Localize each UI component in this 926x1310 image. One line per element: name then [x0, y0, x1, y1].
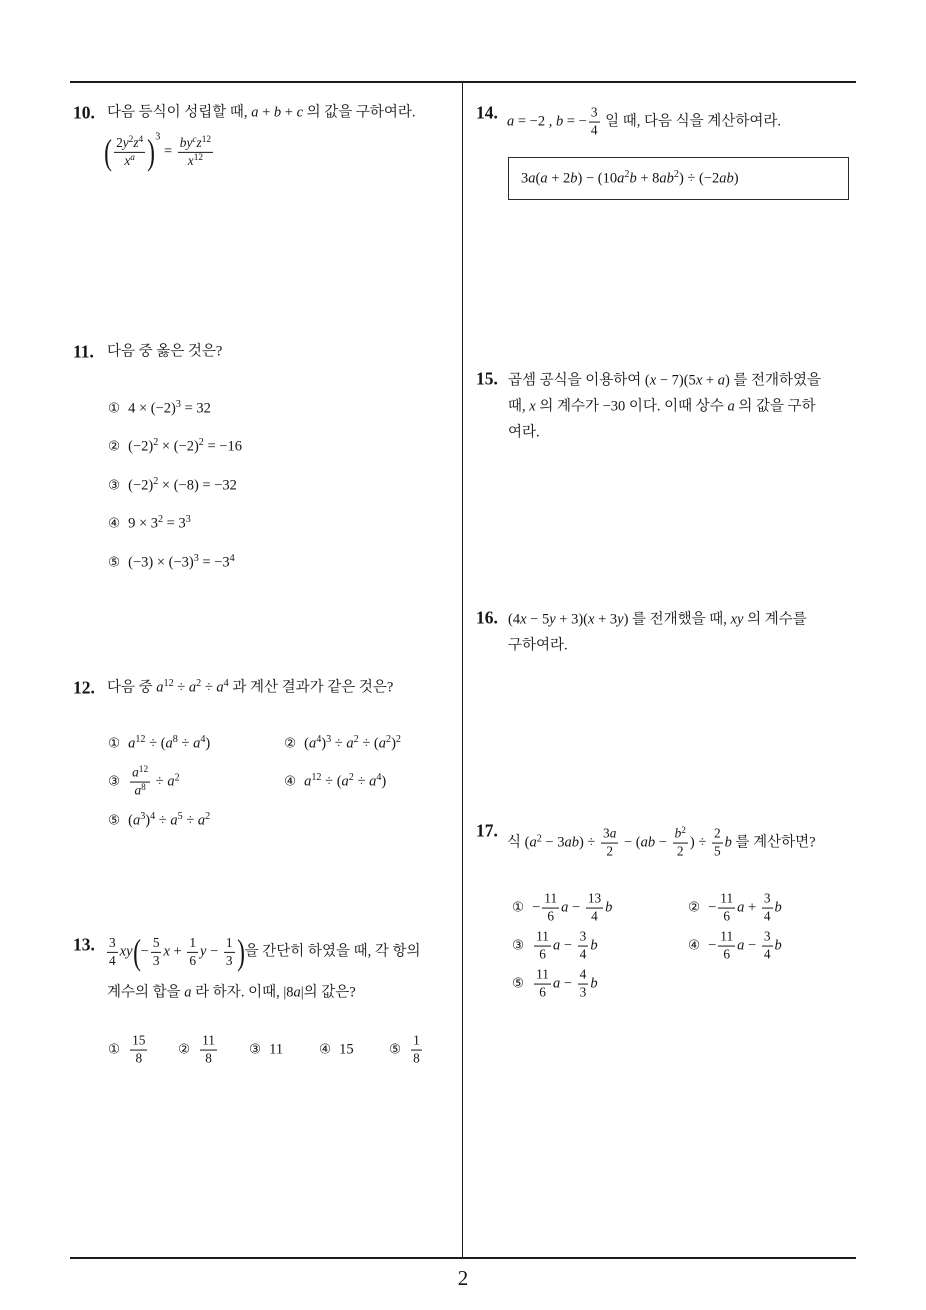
- fraction-numerator: 1: [224, 936, 235, 953]
- fraction: [107, 936, 118, 969]
- superscript: 4: [223, 678, 229, 690]
- choice-marker: ②: [178, 1041, 191, 1058]
- math-variable: z: [133, 134, 139, 150]
- fraction: [151, 936, 162, 969]
- superscript: 4: [229, 553, 235, 565]
- math-variable: a: [293, 984, 301, 1001]
- math-variable: x: [529, 398, 536, 415]
- superscript: 2: [128, 134, 134, 145]
- fraction: [542, 892, 559, 925]
- answer-choice-5: [108, 554, 235, 571]
- superscript: 4: [150, 811, 156, 823]
- math-variable: a: [552, 975, 561, 992]
- math-variable: xy: [119, 943, 133, 960]
- question-prompt: $\frac{3}{4}$ xy(− $\frac{5}{3}$ x + $\frac{1}{6}$ y − $\frac{1}{3}$ )을 간단히 하였을 때, 각 항의: [109, 931, 421, 972]
- choice-marker: ④: [688, 937, 701, 954]
- math-variable: xy: [730, 611, 744, 628]
- math-variable: y: [200, 943, 207, 960]
- math-variable: a: [132, 764, 139, 780]
- answer-choice-2: [108, 438, 242, 455]
- math-variable: a: [717, 372, 725, 389]
- superscript: 12: [163, 678, 174, 690]
- fraction-denominator: 6: [539, 984, 546, 1000]
- fraction: [586, 892, 603, 925]
- superscript: 3: [155, 131, 161, 143]
- fraction-numerator: 3: [589, 106, 600, 123]
- math-variable: a: [507, 113, 515, 130]
- math-variable: a: [193, 735, 201, 752]
- answer-choice-2: [688, 892, 782, 925]
- superscript: 4: [138, 134, 144, 145]
- fraction: [534, 930, 551, 963]
- choice-expression: $(a^3)^4 \div a^5 \div a^2$: [128, 811, 211, 829]
- math-variable: a: [156, 679, 164, 696]
- math-variable: b: [570, 170, 578, 187]
- choice-marker: ⑤: [108, 554, 121, 571]
- math-variable: y: [549, 611, 556, 628]
- fraction: [589, 106, 600, 139]
- question-number: 16.: [476, 607, 498, 628]
- fraction-numerator: 3: [762, 892, 773, 909]
- answer-choice-3: [512, 930, 598, 963]
- fraction-numerator: 3: [762, 930, 773, 947]
- fraction-denominator: 4: [763, 946, 771, 962]
- choice-expression: $a^{12} \div (a^8 \div a^4)$: [128, 734, 211, 752]
- math-variable: x: [520, 611, 527, 628]
- choice-expression: $9 \times 3^2 = 3^3$: [128, 514, 191, 532]
- choice-expression: $(-2)^2 \times (-8) = -32$: [128, 476, 237, 494]
- math-variable: a: [170, 812, 178, 829]
- choice-expression: $\frac{11}{6}$ a − $\frac{4}{3}$ b: [536, 966, 598, 1000]
- math-variable: x: [695, 372, 703, 389]
- fraction-numerator: 3: [107, 936, 118, 953]
- superscript: 2: [348, 772, 354, 784]
- choice-expression: − $\frac{11}{6}$ a − $\frac{3}{4}$ b: [708, 928, 782, 962]
- choice-expression: 11: [269, 1041, 284, 1058]
- fraction-numerator: [178, 136, 213, 153]
- superscript: 4: [376, 772, 382, 784]
- question-prompt: 식 $(a^2 - 3ab)$ ÷ $\frac{3a}{2}$ − (ab − $\frac{b^2}{2}$ ) ÷ $\frac{2}{5}$ b 를 계산하면?: [507, 825, 816, 859]
- given-equation: ( $\frac{2y^2z^4}{x^a}$ )$^3$ = $\frac{by^cz^{12}}{x^{12}}$: [104, 131, 212, 172]
- math-variable: a: [132, 812, 141, 829]
- fraction-numerator: 3: [578, 930, 589, 947]
- superscript: 12: [193, 152, 204, 163]
- math-variable: ab: [640, 834, 656, 851]
- answer-choice-5: [512, 968, 598, 1001]
- choice-marker: ④: [319, 1041, 332, 1058]
- math-variable: a: [609, 825, 617, 841]
- fraction-numerator: 2: [712, 827, 723, 844]
- fraction: [601, 827, 618, 860]
- choice-marker: ②: [108, 438, 121, 455]
- fraction-denominator: 6: [539, 946, 546, 962]
- math-variable: a: [128, 735, 136, 752]
- choice-expression: − $\frac{11}{6}$ a + $\frac{3}{4}$ b: [708, 890, 782, 924]
- math-variable: ab: [564, 834, 579, 851]
- question-prompt: 여라.: [508, 424, 540, 441]
- math-variable: a: [134, 782, 142, 798]
- large-parenthesis: ): [236, 931, 245, 972]
- fraction: [200, 1034, 217, 1067]
- fraction-denominator: 6: [189, 952, 197, 968]
- question-prompt: 구하여라.: [508, 637, 568, 654]
- math-variable: a: [727, 398, 735, 415]
- superscript: 4: [200, 734, 206, 746]
- superscript: 2: [174, 772, 180, 784]
- fraction-denominator: 3: [225, 952, 233, 968]
- math-variable: a: [346, 735, 354, 752]
- question-prompt: a = −2 , b = − $\frac{3}{4}$ 일 때, 다음 식을 계산하여라.: [507, 104, 781, 138]
- question-number: 10.: [73, 102, 95, 123]
- superscript: 4: [316, 734, 322, 746]
- fraction: [762, 930, 773, 963]
- fraction-denominator: 4: [579, 946, 587, 962]
- superscript: 2: [536, 833, 542, 845]
- math-variable: a: [552, 937, 561, 954]
- large-parenthesis: (: [104, 131, 112, 172]
- question-prompt: 다음 등식이 성립할 때, a + b + c 의 값을 구하여라.: [107, 104, 416, 121]
- fraction-denominator: 4: [763, 908, 771, 924]
- answer-choice-2: [178, 1034, 219, 1067]
- math-variable: a: [528, 170, 536, 187]
- superscript: 12: [135, 734, 146, 746]
- fraction: [712, 827, 723, 860]
- choice-marker: ①: [108, 400, 121, 417]
- fraction-denominator: 4: [591, 908, 598, 924]
- math-variable: a: [617, 170, 625, 187]
- answer-choice-4: [688, 930, 782, 963]
- math-variable: a: [378, 735, 386, 752]
- math-variable: ab: [719, 170, 734, 187]
- superscript: 2: [205, 811, 211, 823]
- choice-expression: $(a^4)^3 \div a^2 \div (a^2)^2$: [304, 734, 401, 752]
- superscript: 3: [175, 399, 181, 411]
- page-number: 2: [457, 1266, 469, 1290]
- math-variable: b: [629, 170, 637, 187]
- math-variable: a: [540, 170, 548, 187]
- superscript: 2: [198, 437, 204, 449]
- answer-choice-2: [284, 735, 401, 752]
- question-number: 15.: [476, 368, 498, 389]
- choice-expression: 15: [339, 1041, 354, 1058]
- fraction: [673, 827, 688, 860]
- math-variable: a: [369, 773, 377, 790]
- fraction: [762, 892, 773, 925]
- answer-choice-1: [108, 735, 210, 752]
- math-variable: x: [588, 611, 595, 628]
- choice-expression: $(-2)^2 \times (-2)^2 = -16$: [128, 437, 242, 455]
- choice-marker: ④: [108, 515, 121, 532]
- fraction-numerator: 1: [411, 1034, 422, 1051]
- choice-marker: ③: [249, 1041, 262, 1058]
- question-prompt: 계수의 합을 a 라 하자. 이때, |8a|의 값은?: [107, 984, 356, 1001]
- math-variable: by: [179, 134, 193, 150]
- fraction-numerator: 5: [151, 936, 162, 953]
- math-variable: x: [649, 372, 657, 389]
- choice-expression: [198, 1032, 219, 1066]
- superscript: 5: [177, 811, 183, 823]
- fraction-denominator: 6: [723, 908, 731, 924]
- question-number: 13.: [73, 934, 95, 955]
- question-number: 12.: [73, 677, 95, 698]
- fraction: [534, 968, 551, 1001]
- superscript: 8: [172, 734, 178, 746]
- fraction-denominator: 4: [109, 952, 116, 968]
- math-variable: z: [196, 134, 202, 150]
- math-variable: x: [163, 943, 170, 960]
- choice-marker: ②: [284, 735, 297, 752]
- fraction: [178, 136, 213, 169]
- math-variable: a: [216, 679, 224, 696]
- choice-marker: ②: [688, 899, 701, 916]
- math-variable: b: [273, 104, 282, 121]
- math-variable: a: [304, 773, 312, 790]
- fraction: [224, 936, 235, 969]
- math-variable: b: [674, 825, 682, 841]
- math-variable: a: [737, 899, 745, 916]
- question-prompt: 다음 중 옳은 것은?: [107, 343, 223, 360]
- superscript: 2: [673, 169, 679, 181]
- superscript: 3: [193, 553, 199, 565]
- fraction-numerator: 15: [130, 1034, 147, 1051]
- superscript: 2: [353, 734, 359, 746]
- fraction-numerator: 11: [542, 892, 559, 909]
- math-variable: y: [122, 134, 129, 150]
- choice-marker: ①: [108, 735, 121, 752]
- fraction-denominator: 6: [723, 946, 731, 962]
- fraction: [130, 766, 150, 799]
- fraction-denominator: 6: [547, 908, 555, 924]
- choice-marker: ⑤: [108, 812, 121, 829]
- fraction-numerator: 11: [534, 968, 551, 985]
- question-number: 17.: [476, 820, 498, 841]
- math-variable: b: [774, 899, 782, 916]
- large-parenthesis: ): [147, 131, 156, 172]
- fraction-numerator: 3a: [601, 827, 618, 844]
- superscript: 2: [624, 169, 630, 181]
- superscript: 2: [386, 734, 392, 746]
- answer-choice-4: [319, 1041, 354, 1058]
- superscript: [130, 153, 135, 163]
- math-variable: a: [165, 735, 173, 752]
- math-variable: b: [774, 937, 782, 954]
- choice-expression: $a^{12} \div (a^2 \div a^4)$: [304, 772, 387, 790]
- answer-choice-3: [108, 477, 237, 494]
- math-variable: a: [561, 899, 569, 916]
- choice-marker: ①: [108, 1041, 121, 1058]
- superscript: 2: [395, 734, 401, 746]
- math-variable: a: [188, 679, 197, 696]
- answer-choice-3: [249, 1041, 283, 1058]
- math-variable: a: [529, 834, 537, 851]
- choice-expression: − $\frac{11}{6}$ a − $\frac{13}{4}$ b: [532, 890, 613, 924]
- math-variable: a: [341, 773, 349, 790]
- fraction-denominator: 8: [205, 1050, 212, 1066]
- math-variable: x: [124, 152, 131, 168]
- fraction-numerator: 1: [187, 936, 198, 953]
- question-prompt: 곱셈 공식을 이용하여 (x − 7)(5x + a) 를 전개하였을: [508, 372, 822, 389]
- fraction-denominator: 8: [135, 1050, 143, 1066]
- fraction-denominator: 2: [606, 843, 614, 859]
- choice-marker: ④: [284, 773, 297, 790]
- question-prompt: (4x − 5y + 3)(x + 3y) 를 전개했을 때, xy 의 계수를: [508, 611, 807, 628]
- choice-expression: [409, 1032, 424, 1066]
- choice-marker: ③: [108, 477, 121, 494]
- superscript: 2: [681, 825, 686, 836]
- math-variable: a: [167, 773, 175, 790]
- choice-marker: ③: [512, 937, 525, 954]
- fraction: [187, 936, 198, 969]
- answer-choice-4: [108, 515, 191, 532]
- fraction-denominator: [130, 783, 150, 799]
- large-parenthesis: (: [132, 931, 141, 972]
- math-variable: b: [590, 975, 598, 992]
- choice-expression: $(-3) \times (-3)^3 = -3^4$: [128, 553, 235, 571]
- fraction: [130, 1034, 147, 1067]
- math-variable: a: [251, 104, 259, 121]
- answer-choice-1: [108, 400, 211, 417]
- choice-marker: ⑤: [512, 975, 525, 992]
- fraction: [578, 968, 589, 1001]
- superscript: 12: [201, 134, 212, 145]
- fraction: [718, 892, 735, 925]
- fraction: [411, 1034, 422, 1067]
- question-number: 14.: [476, 102, 498, 123]
- fraction-denominator: 3: [579, 984, 587, 1000]
- choice-expression: $4 \times (-2)^3 = 32$: [128, 399, 211, 417]
- bottom-rule: [70, 1257, 856, 1259]
- superscript: 8: [141, 782, 146, 793]
- math-variable: a: [197, 812, 206, 829]
- fraction-denominator: 2: [676, 843, 684, 859]
- math-variable: c: [192, 134, 197, 145]
- answer-choice-1: [512, 892, 612, 925]
- answer-choice-5: [389, 1034, 424, 1067]
- fraction-denominator: 8: [413, 1050, 420, 1066]
- math-variable: a: [130, 152, 135, 163]
- fraction: [578, 930, 589, 963]
- superscript: 12: [311, 772, 322, 784]
- answer-choice-5: [108, 812, 210, 829]
- boxed-expression: $3a(a + 2b) - (10a^2b + 8ab^2) \div (-2ab)$: [521, 169, 739, 187]
- math-variable: b: [555, 113, 564, 130]
- math-variable: y: [617, 611, 624, 628]
- question-prompt: 다음 중 $a^{12} \div a^2 \div a^4$ 과 계산 결과가 같은 것은?: [107, 678, 394, 696]
- fraction-numerator: 4: [578, 968, 589, 985]
- superscript: 2: [196, 678, 202, 690]
- math-variable: x: [187, 152, 194, 168]
- question-number: 11.: [73, 341, 94, 362]
- choice-marker: ①: [512, 899, 525, 916]
- fraction-numerator: 11: [718, 892, 735, 909]
- question-prompt: 때, x 의 계수가 −30 이다. 이때 상수 a 의 값을 구하: [508, 398, 816, 415]
- superscript: 2: [153, 476, 159, 488]
- superscript: 3: [185, 514, 191, 526]
- answer-choice-1: [108, 1034, 149, 1067]
- fraction: [114, 136, 145, 169]
- choice-marker: ⑤: [389, 1041, 402, 1058]
- fraction-denominator: 5: [713, 843, 721, 859]
- fraction-denominator: [178, 153, 213, 169]
- expression-box: [508, 157, 849, 200]
- fraction-numerator: $2y^2z^4$: [114, 136, 145, 153]
- choice-expression: [128, 1032, 149, 1066]
- fraction: [718, 930, 735, 963]
- fraction-numerator: [130, 766, 150, 783]
- column-divider: [462, 82, 464, 1258]
- answer-choice-4: [284, 773, 386, 790]
- math-variable: b: [605, 899, 613, 916]
- math-variable: a: [737, 937, 745, 954]
- math-variable: a: [184, 984, 192, 1001]
- math-variable: b: [590, 937, 598, 954]
- superscript: 12: [138, 764, 149, 775]
- superscript: 2: [153, 437, 159, 449]
- fraction-denominator: 4: [590, 122, 598, 138]
- fraction-numerator: 13: [586, 892, 603, 909]
- choice-expression: $\frac{11}{6}$ a − $\frac{3}{4}$ b: [536, 928, 598, 962]
- fraction-denominator: 3: [152, 952, 160, 968]
- math-variable: ab: [659, 170, 674, 187]
- choice-expression: $\frac{a^{12}}{a^8}$ ÷ $a^2$: [132, 764, 180, 798]
- fraction-numerator: 11: [718, 930, 735, 947]
- superscript: 3: [140, 811, 146, 823]
- superscript: 2: [158, 514, 164, 526]
- math-variable: b: [724, 834, 732, 851]
- answer-choice-3: [108, 766, 180, 799]
- fraction-denominator: [114, 153, 145, 169]
- math-variable: c: [296, 104, 303, 121]
- fraction-numerator: 11: [534, 930, 551, 947]
- fraction-numerator: 11: [200, 1034, 217, 1051]
- fraction-numerator: [673, 827, 688, 844]
- math-variable: a: [308, 735, 317, 752]
- choice-marker: ③: [108, 773, 121, 790]
- superscript: 3: [326, 734, 332, 746]
